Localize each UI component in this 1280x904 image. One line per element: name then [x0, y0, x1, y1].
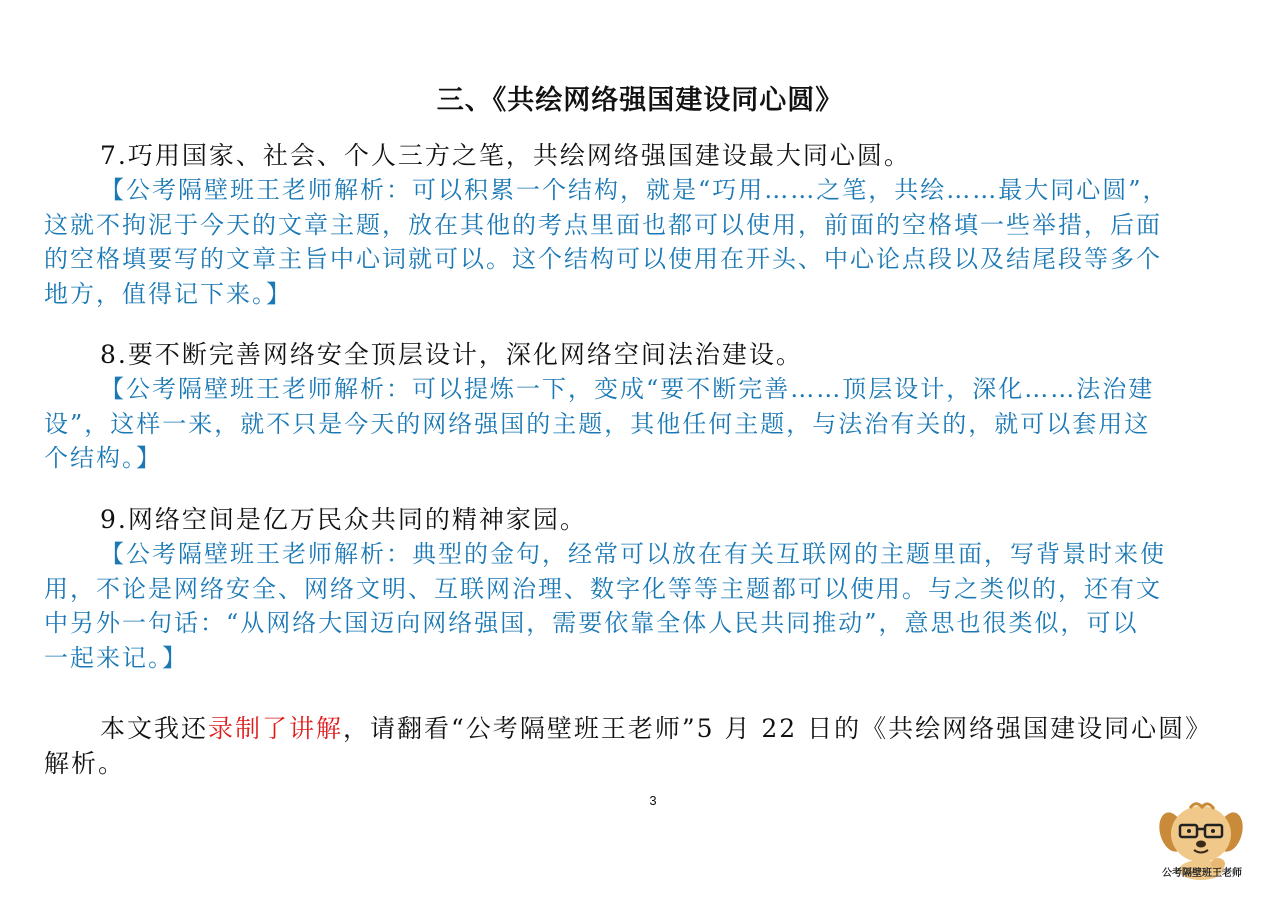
closing-suffix: ，请翻看“公考隔壁班王老师”5 月 22 日的《共绘网络强国建设同心圆》: [343, 714, 1213, 743]
analysis-8-line-1: 【公考隔壁班王老师解析：可以提炼一下，变成“要不断完善……顶层设计，深化……法治建: [100, 375, 1155, 403]
analysis-8: [44, 372, 1239, 476]
quote-8: 8.要不断完善网络安全顶层设计，深化网络空间法治建设。: [100, 340, 803, 369]
analysis-7-line-1: 【公考隔壁班王老师解析：可以积累一个结构，就是“巧用……之笔，共绘……最大同心圆”，: [100, 176, 1169, 204]
analysis-8-line-3: 个结构。】: [44, 444, 162, 472]
analysis-7: [44, 173, 1239, 311]
closing-line-2: 解析。: [44, 749, 126, 778]
analysis-8-line-2: 设”，这样一来，就不只是今天的网络强国的主题，其他任何主题，与法治有关的，就可以套用这: [44, 409, 1151, 438]
analysis-7-line-3: 的空格填要写的文章主旨中心词就可以。这个结构可以使用在开头、中心论点段以及结尾段等多个: [44, 245, 1162, 273]
closing-line-1: [44, 711, 1239, 746]
closing-highlight: 录制了讲解: [208, 714, 344, 743]
analysis-9-line-1: 【公考隔壁班王老师解析：典型的金句，经常可以放在有关互联网的主题里面，写背景时来使: [100, 540, 1166, 568]
item-block-7: [44, 138, 1239, 311]
quote-9: 9.网络空间是亿万民众共同的精神家园。: [100, 505, 587, 534]
closing-prefix: 本文我还: [100, 714, 209, 743]
closing-paragraph: [44, 711, 1239, 781]
item-block-9: [44, 502, 1239, 675]
quote-7: 7.巧用国家、社会、个人三方之笔，共绘网络强国建设最大同心圆。: [100, 141, 911, 170]
analysis-7-line-2: 这就不拘泥于今天的文章主题，放在其他的考点里面也都可以使用，前面的空格填一些举措，后面: [44, 210, 1162, 239]
section-title: 三、《共绘网络强国建设同心圆》: [436, 85, 844, 116]
logo-caption: 公考隔壁班王老师: [1162, 868, 1242, 879]
analysis-9-line-4: 一起来记。】: [44, 643, 188, 672]
item-block-8: [44, 337, 1239, 476]
analysis-7-line-4: 地方，值得记下来。】: [44, 279, 292, 308]
page-number: 3: [649, 793, 657, 808]
analysis-9-line-2: 用，不论是网络安全、网络文明、互联网治理、数字化等等主题都可以使用。与之类似的，还有文: [44, 574, 1162, 603]
analysis-9: [44, 537, 1239, 675]
analysis-9-line-3: 中另外一句话：“从网络大国迈向网络强国，需要依靠全体人民共同推动”，意思也很类似，可以: [44, 609, 1139, 637]
